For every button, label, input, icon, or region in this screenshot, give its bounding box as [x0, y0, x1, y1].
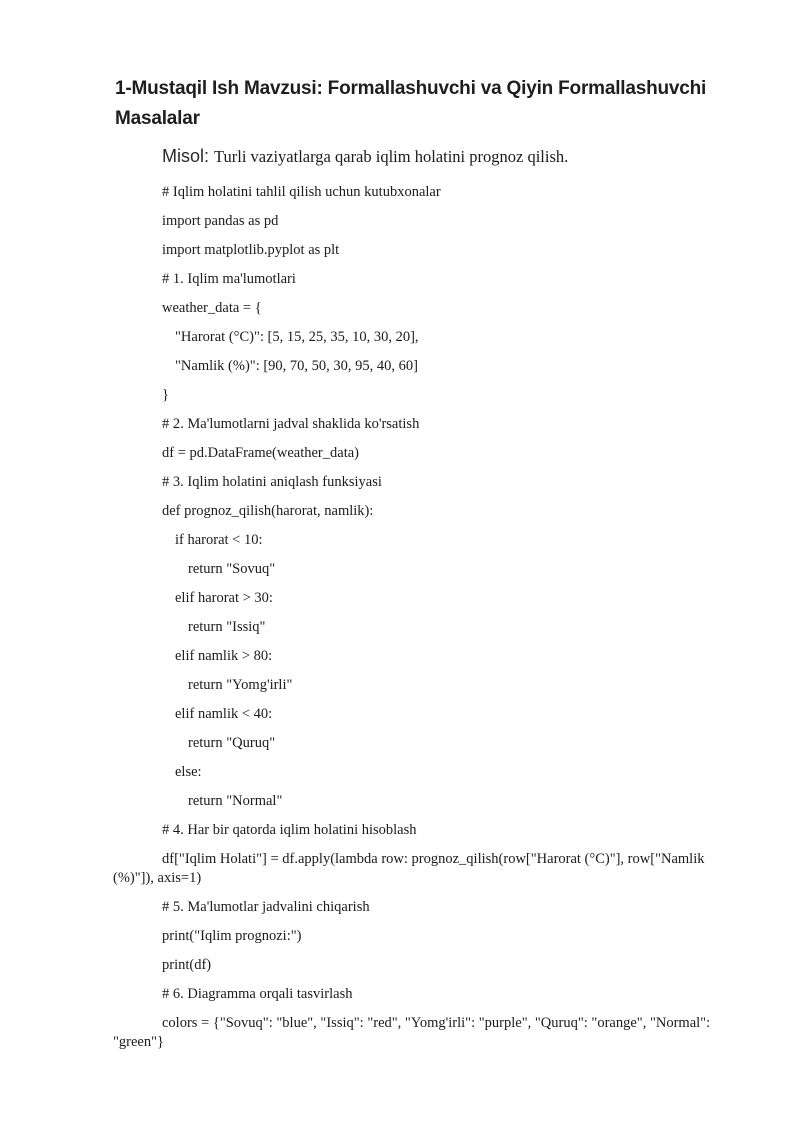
code-line: colors = {"Sovuq": "blue", "Issiq": "red", "Yomg'irli": "purple", "Quruq": "orange", "Normal":: [162, 1015, 711, 1031]
code-line: # 4. Har bir qatorda iqlim holatini hisoblash: [162, 822, 417, 838]
code-line: elif namlik < 40:: [175, 706, 273, 722]
code-line: return "Quruq": [188, 735, 276, 751]
code-line: import matplotlib.pyplot as plt: [162, 242, 340, 258]
code-line: elif harorat > 30:: [175, 590, 273, 606]
code-line: # 3. Iqlim holatini aniqlash funksiyasi: [162, 474, 382, 490]
code-line: else:: [175, 764, 202, 780]
code-line: return "Yomg'irli": [188, 677, 293, 693]
code-line: (%)"]), axis=1): [113, 870, 202, 886]
code-line: print("Iqlim prognozi:"): [162, 928, 302, 944]
code-line: return "Issiq": [188, 619, 266, 635]
code-line: elif namlik > 80:: [175, 648, 273, 664]
code-line: import pandas as pd: [162, 213, 279, 229]
code-line: # 1. Iqlim ma'lumotlari: [162, 271, 296, 287]
code-line: df = pd.DataFrame(weather_data): [162, 445, 359, 461]
code-line: print(df): [162, 957, 212, 973]
code-line: # 2. Ma'lumotlarni jadval shaklida ko'rsatish: [162, 416, 420, 432]
code-line: }: [162, 387, 169, 403]
code-block: [113, 183, 758, 1062]
code-line: df["Iqlim Holati"] = df.apply(lambda row: prognoz_qilish(row["Harorat (°C)"], row["Namlik: [162, 851, 705, 867]
code-line: def prognoz_qilish(harorat, namlik):: [162, 503, 374, 519]
code-line: "Namlik (%)": [90, 70, 50, 30, 95, 40, 60]: [175, 358, 419, 374]
code-line: "green"}: [113, 1034, 164, 1050]
code-line: if harorat < 10:: [175, 532, 263, 548]
code-line: weather_data = {: [162, 300, 262, 316]
example-subtitle: [162, 144, 568, 170]
page-title-line-1: 1-Mustaqil Ish Mavzusi: Formallashuvchi va Qiyin Formallashuvchi: [115, 78, 707, 99]
code-line: return "Sovuq": [188, 561, 276, 577]
code-line: # 6. Diagramma orqali tasvirlash: [162, 986, 353, 1002]
code-line: # 5. Ma'lumotlar jadvalini chiqarish: [162, 899, 370, 915]
page-title: [115, 74, 706, 134]
code-line: # Iqlim holatini tahlil qilish uchun kutubxonalar: [162, 184, 441, 200]
code-line: return "Normal": [188, 793, 283, 809]
code-line: "Harorat (°C)": [5, 15, 25, 35, 10, 30, 20],: [175, 329, 419, 345]
example-label: Misol:: [162, 146, 210, 166]
example-text: Turli vaziyatlarga qarab iqlim holatini prognoz qilish.: [214, 147, 569, 166]
page-title-line-2: Masalalar: [115, 108, 200, 129]
